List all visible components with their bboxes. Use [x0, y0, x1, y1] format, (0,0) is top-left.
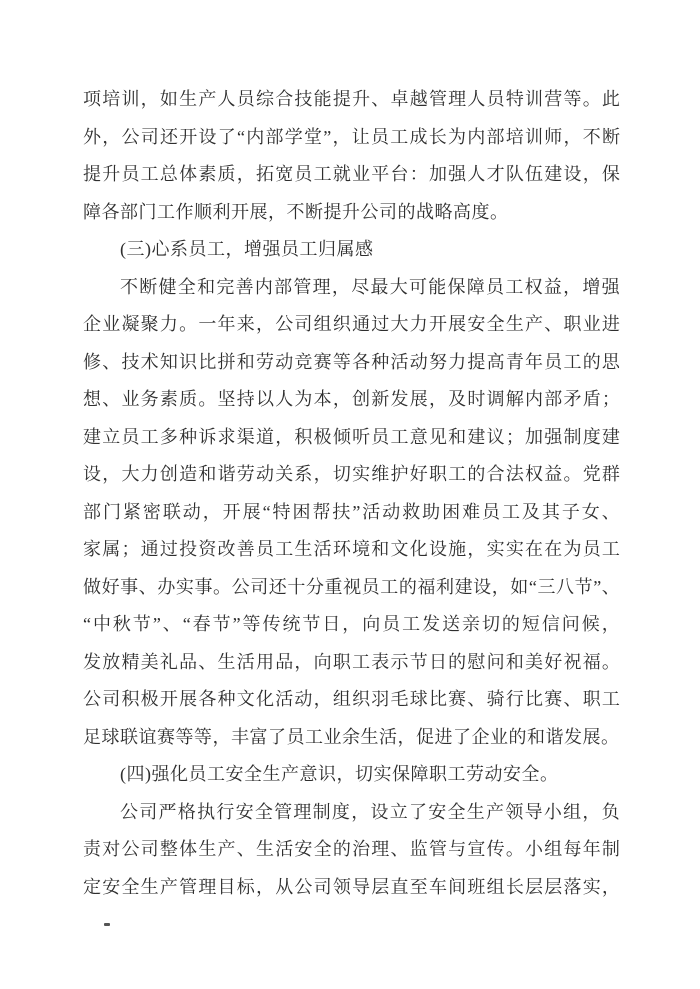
- text-line: 设 ， 大 力 创 造 和 谐 劳 动 关 系 ， 切 实 维 护 好 职 工 的 合 法 权 益 。 党 群: [83, 464, 620, 484]
- text-line: 足球联谊赛等等，丰富了员工业余生活，促进了企业的和谐发展。: [83, 726, 620, 747]
- text-line: 想 、 业 务 素 质 。 坚 持 以 人 为 本 ， 创 新 发 展 ， 及 时 调 解 内 部 矛 盾 ；: [83, 389, 620, 409]
- text-line: 项 培 训 ， 如 生 产 人 员 综 合 技 能 提 升 、 卓 越 管 理 人 员 特 训 营 等 。 此: [83, 89, 620, 109]
- text-line: 责 对 公 司 整 体 生 产 、 生 活 安 全 的 治 理 、 监 管 与 宣 传 。 小 组 每 年 制: [83, 839, 620, 859]
- text-line: “ 中 秋 节 ” 、 “ 春 节 ” 等 传 统 节 日 ， 向 员 工 发 送 亲 切 的 短 信 问 候 ，: [83, 614, 620, 634]
- text-line: 修 、 技 术 知 识 比 拼 和 劳 动 竞 赛 等 各 种 活 动 努 力 提 高 青 年 员 工 的 思: [83, 351, 620, 372]
- text-line: 定 安 全 生 产 管 理 目 标 ， 从 公 司 领 导 层 直 至 车 间 班 组 长 层 层 落 实 ，: [83, 876, 620, 897]
- section-heading-3: (三)心系员工，增强员工归属感: [120, 239, 374, 259]
- text-line: 家 属 ； 通 过 投 资 改 善 员 工 生 活 环 境 和 文 化 设 施 ， 实 实 在 在 为 员 工: [83, 539, 620, 559]
- text-line: 部 门 紧 密 联 动 ， 开 展 “ 特 困 帮 扶 ” 活 动 救 助 困 难 员 工 及 其 子 女 、: [83, 501, 620, 522]
- text-line: 发 放 精 美 礼 品 、 生 活 用 品 ， 向 职 工 表 示 节 日 的 慰 问 和 美 好 祝 福 。: [83, 651, 620, 672]
- section-heading-4: (四)强化员工安全生产意识，切实保障职工劳动安全。: [120, 764, 559, 784]
- text-line: 外 ， 公 司 还 开 设 了 “ 内 部 学 堂 ” ， 让 员 工 成 长 为 内 部 培 训 师 ， 不 断: [83, 126, 620, 147]
- text-line: 公 司 严 格 执 行 安 全 管 理 制 度 ， 设 立 了 安 全 生 产 领 导 小 组 ， 负: [120, 801, 620, 822]
- text-line: 提 升 员 工 总 体 素 质 ， 拓 宽 员 工 就 业 平 台 ： 加 强 人 才 队 伍 建 设 ， 保: [83, 164, 620, 184]
- text-line: 障各部门工作顺利开展，不断提升公司的战略高度。: [83, 201, 509, 222]
- stray-scan-mark: [104, 923, 110, 926]
- text-line: 公 司 积 极 开 展 各 种 文 化 活 动 ， 组 织 羽 毛 球 比 赛 、 骑 行 比 赛 、 职 工: [83, 689, 620, 709]
- text-line: 建 立 员 工 多 种 诉 求 渠 道 ， 积 极 倾 听 员 工 意 见 和 建 议 ； 加 强 制 度 建: [83, 426, 620, 447]
- text-line: 做 好 事 、 办 实 事 。 公 司 还 十 分 重 视 员 工 的 福 利 建 设 ， 如 “ 三 八 节 ” 、: [83, 576, 620, 597]
- text-line: 企 业 凝 聚 力 。 一 年 来 ， 公 司 组 织 通 过 大 力 开 展 安 全 生 产 、 职 业 进: [83, 314, 620, 334]
- text-line: 不 断 健 全 和 完 善 内 部 管 理 ， 尽 最 大 可 能 保 障 员 工 权 益 ， 增 强: [120, 276, 620, 297]
- document-text: [83, 81, 620, 906]
